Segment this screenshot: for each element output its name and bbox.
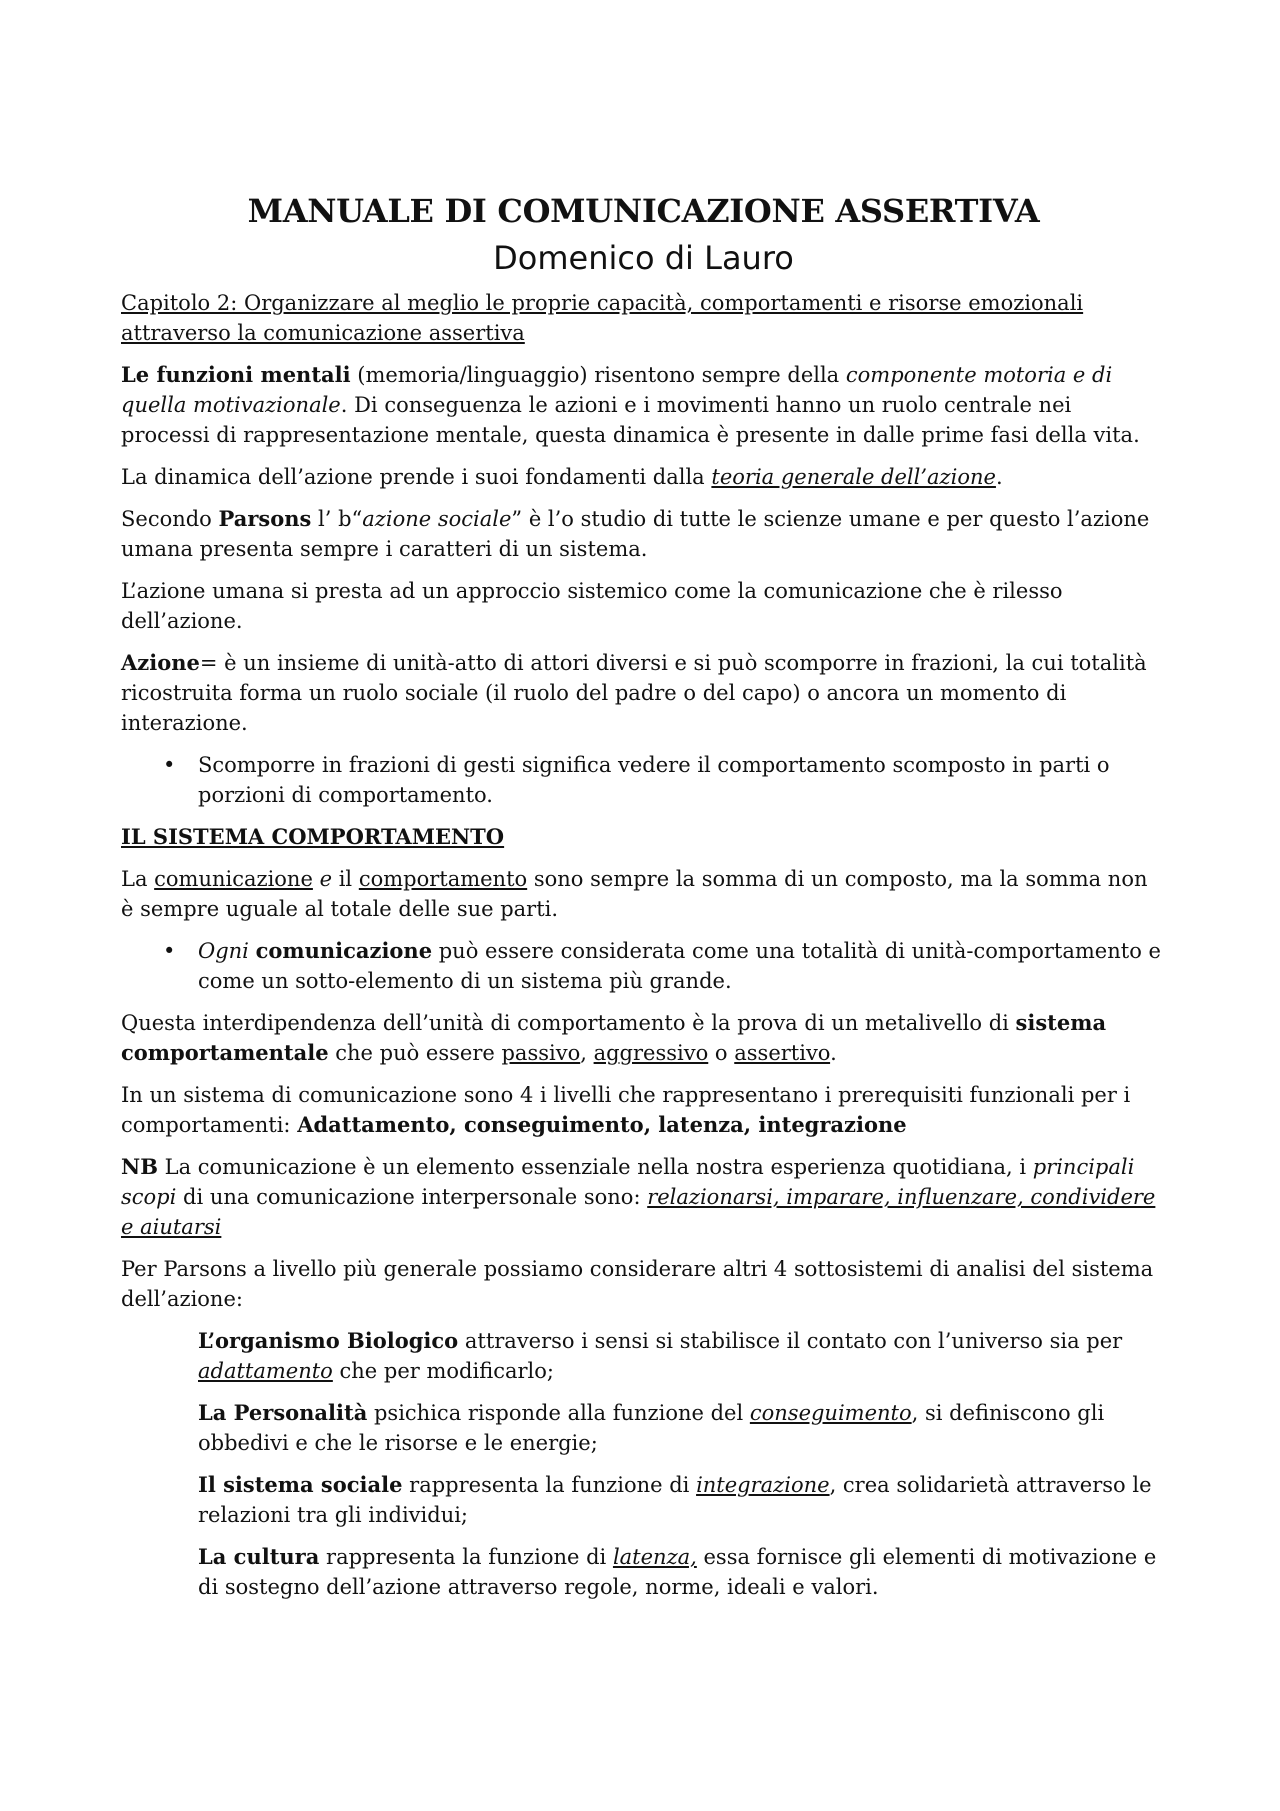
text-run: Secondo xyxy=(121,507,219,531)
underlined-term: assertivo xyxy=(734,1041,831,1065)
text-run: . Di conseguenza le azioni e i movimenti hanno un ruolo centrale nei processi di rappresentazione mentale, questa dinamica è presente in dalle prime fasi della vita. xyxy=(121,393,1140,447)
text-run: rappresenta la funzione di xyxy=(402,1473,697,1497)
italic-term: e xyxy=(319,867,333,891)
underlined-term: relazionarsi, imparare, influenzare, condividere e aiutarsi xyxy=(121,1185,1156,1239)
paragraph: L’azione umana si presta ad un approccio sistemico come la comunicazione che è rilesso dell’azione. xyxy=(121,579,1063,633)
text-run: Questa interdipendenza dell’unità di comportamento è la prova di un metalivello di xyxy=(121,1011,1016,1035)
chapter-heading: Capitolo 2: Organizzare al meglio le proprie capacità, comportamenti e risorse emozionali attraverso la comunicazione assertiva xyxy=(121,291,1084,345)
underlined-term: comportamento xyxy=(358,867,528,891)
bold-term: La Personalità xyxy=(198,1400,368,1425)
bold-term: comunicazione xyxy=(255,938,433,963)
bold-term: L’organismo Biologico xyxy=(198,1328,459,1353)
text-run: Scomporre in frazioni di gesti significa vedere il comportamento scomposto in parti o porzioni di comportamento. xyxy=(198,753,1110,807)
document-author: Domenico di Lauro xyxy=(493,239,794,277)
paragraph xyxy=(121,648,1166,738)
text-run xyxy=(313,867,320,891)
bullet-list xyxy=(121,936,1166,996)
text-run: , xyxy=(580,1041,594,1065)
subsystem-item xyxy=(121,1398,1166,1458)
text-run: . xyxy=(995,465,1003,489)
text-run: l’ b“ xyxy=(311,507,363,531)
paragraph xyxy=(121,1152,1166,1242)
bullet-list xyxy=(121,750,1166,810)
subsystem-item xyxy=(121,1542,1166,1602)
underlined-term: aggressivo xyxy=(593,1041,709,1065)
underlined-term: conseguimento xyxy=(749,1401,912,1425)
underlined-term: comunicazione xyxy=(154,867,313,891)
bold-term: La cultura xyxy=(198,1544,320,1569)
text-run: . xyxy=(830,1041,837,1065)
text-run xyxy=(249,939,256,963)
text-run: che può essere xyxy=(328,1041,502,1065)
list-item xyxy=(121,936,1166,996)
list-item xyxy=(121,750,1166,810)
bold-term: Il sistema sociale xyxy=(198,1472,403,1497)
text-run: La xyxy=(121,867,155,891)
bold-term: Azione xyxy=(121,650,200,675)
text-run: o xyxy=(708,1041,735,1065)
paragraph xyxy=(121,1080,1166,1140)
text-run: essa fornisce gli elementi di motivazione e di sostegno dell’azione attraverso regole, norme, ideali e valori. xyxy=(198,1545,1157,1599)
text-run: , crea solidarietà attraverso le relazioni tra gli individui; xyxy=(198,1473,1152,1527)
paragraph xyxy=(121,462,1166,492)
bold-term: Adattamento, conseguimento, latenza, integrazione xyxy=(297,1112,907,1137)
text-run: di una comunicazione interpersonale sono: xyxy=(176,1185,648,1209)
text-run: psichica risponde alla funzione del xyxy=(367,1401,750,1425)
section-heading: IL SISTEMA COMPORTAMENTO xyxy=(121,824,505,849)
underlined-term: teoria generale dell’azione xyxy=(711,465,996,489)
italic-term: Ogni xyxy=(198,939,249,963)
paragraph xyxy=(121,1008,1166,1068)
underlined-term: integrazione xyxy=(696,1473,830,1497)
document-title: MANUALE DI COMUNICAZIONE ASSERTIVA xyxy=(247,192,1040,230)
document-body xyxy=(121,190,1166,1614)
italic-term: principali scopi xyxy=(121,1155,1135,1209)
text-run: = è un insieme di unità-atto di attori diversi e si può scomporre in frazioni, la cui totalità ricostruita forma un ruolo sociale (il ruolo del padre o del capo) o ancora un momento di interazione. xyxy=(121,651,1147,735)
paragraph xyxy=(121,504,1166,564)
bullet-icon: • xyxy=(163,939,176,963)
underlined-term: passivo xyxy=(501,1041,581,1065)
bold-term: NB xyxy=(121,1154,158,1179)
text-run: attraverso i sensi si stabilisce il contato con l’universo sia per xyxy=(458,1329,1123,1353)
text-run: La dinamica dell’azione prende i suoi fondamenti dalla xyxy=(121,465,712,489)
underlined-term: latenza, xyxy=(612,1545,697,1569)
text-run: che per modificarlo; xyxy=(332,1359,554,1383)
text-run: La comunicazione è un elemento essenziale nella nostra esperienza quotidiana, i xyxy=(157,1155,1033,1179)
paragraph xyxy=(121,864,1166,924)
bullet-icon: • xyxy=(163,753,176,777)
text-run: ” è l’o studio di tutte le scienze umane e per questo l’azione umana presenta sempre i caratteri di un sistema. xyxy=(121,507,1150,561)
text-run: (memoria/linguaggio) risentono sempre della xyxy=(350,363,846,387)
text-run: In un sistema di comunicazione sono 4 i livelli che rappresentano i prerequisiti funzionali per i comportamenti: xyxy=(121,1083,1131,1137)
underlined-term: adattamento xyxy=(198,1359,333,1383)
text-run: , si definiscono gli obbedivi e che le risorse e le energie; xyxy=(198,1401,1105,1455)
bold-term: Le funzioni mentali xyxy=(121,362,351,387)
italic-term: componente motoria e di quella motivazionale xyxy=(121,363,1113,417)
text-run: il xyxy=(332,867,359,891)
paragraph xyxy=(121,360,1166,450)
bold-term: sistema comportamentale xyxy=(121,1010,1107,1065)
italic-term: azione sociale xyxy=(362,507,512,531)
text-run: sono sempre la somma di un composto, ma la somma non è sempre uguale al totale delle sue parti. xyxy=(121,867,1148,921)
subsystem-item xyxy=(121,1326,1166,1386)
text-run: può essere considerata come una totalità di unità-comportamento e come un sotto-elemento di un sistema più grande. xyxy=(198,939,1161,993)
text-run: rappresenta la funzione di xyxy=(319,1545,613,1569)
paragraph: Per Parsons a livello più generale possiamo considerare altri 4 sottosistemi di analisi del sistema dell’azione: xyxy=(121,1257,1154,1311)
subsystem-item xyxy=(121,1470,1166,1530)
bold-term: Parsons xyxy=(218,506,312,531)
